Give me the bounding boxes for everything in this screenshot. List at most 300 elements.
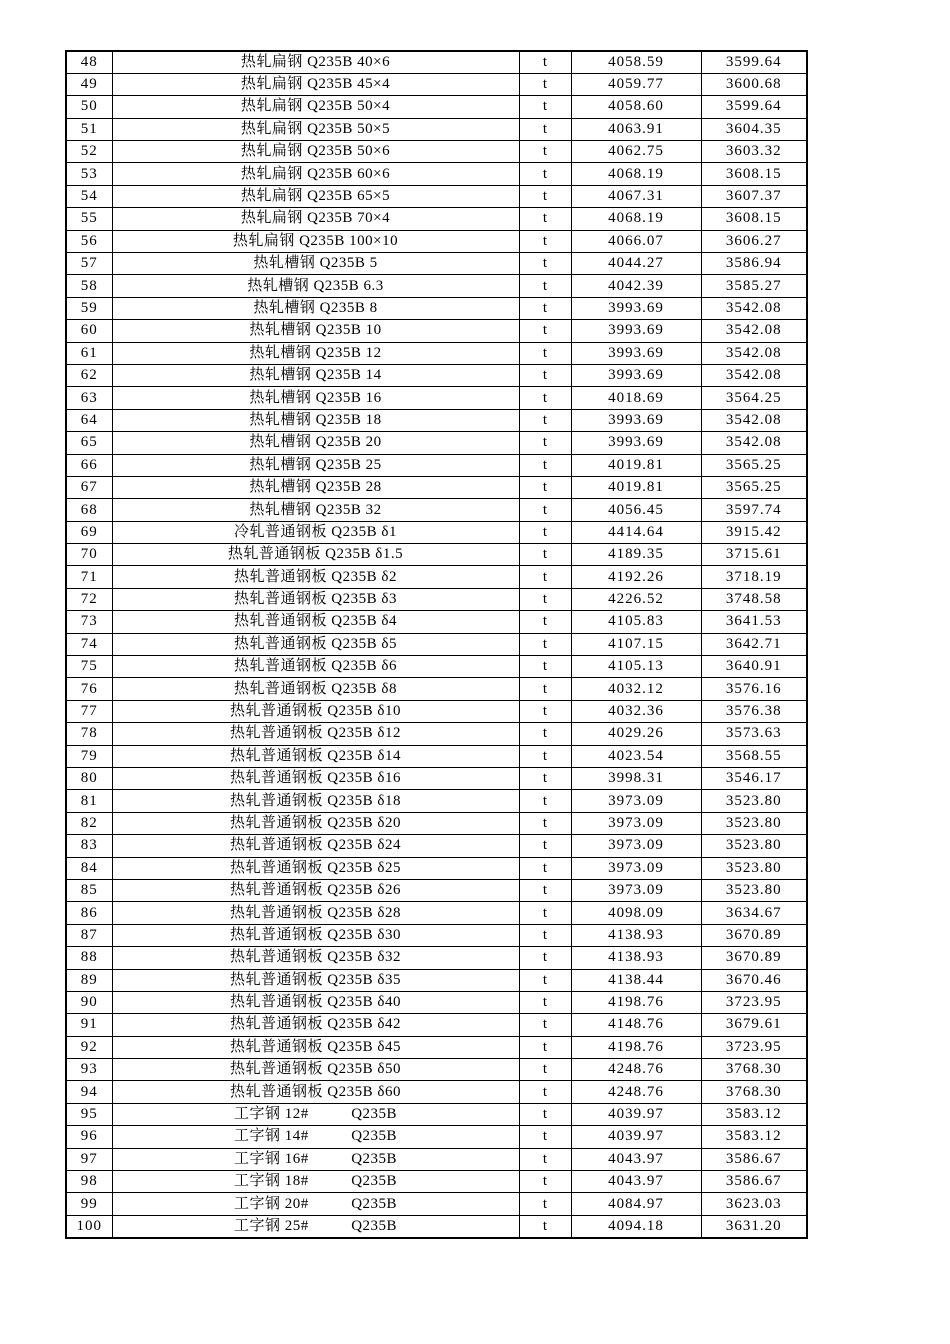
row-number-cell: 64: [66, 409, 112, 431]
unit-cell: t: [519, 1081, 571, 1103]
row-number-cell: 87: [66, 924, 112, 946]
price-excluding-tax-cell: 3641.53: [701, 611, 807, 633]
price-including-tax-cell: 4032.12: [571, 678, 701, 700]
item-name-cell: 热轧槽钢 Q235B 16: [112, 387, 519, 409]
row-number-cell: 71: [66, 566, 112, 588]
price-excluding-tax-cell: 3607.37: [701, 185, 807, 207]
item-name-cell: 热轧普通钢板 Q235B δ26: [112, 879, 519, 901]
row-number-cell: 95: [66, 1103, 112, 1125]
unit-cell: t: [519, 141, 571, 163]
item-name-cell: 热轧扁钢 Q235B 65×5: [112, 185, 519, 207]
unit-cell: t: [519, 790, 571, 812]
price-including-tax-cell: 4098.09: [571, 902, 701, 924]
price-excluding-tax-cell: 3670.46: [701, 969, 807, 991]
price-excluding-tax-cell: 3603.32: [701, 141, 807, 163]
price-including-tax-cell: 3993.69: [571, 320, 701, 342]
row-number-cell: 77: [66, 700, 112, 722]
unit-cell: t: [519, 1103, 571, 1125]
row-number-cell: 76: [66, 678, 112, 700]
item-name-cell: 热轧普通钢板 Q235B δ30: [112, 924, 519, 946]
item-name-cell: 热轧槽钢 Q235B 12: [112, 342, 519, 364]
item-name-cell: 热轧普通钢板 Q235B δ1.5: [112, 544, 519, 566]
row-number-cell: 82: [66, 812, 112, 834]
price-including-tax-cell: 4138.93: [571, 947, 701, 969]
price-including-tax-cell: 4019.81: [571, 454, 701, 476]
table-row: [66, 1171, 807, 1193]
item-name-cell: 热轧槽钢 Q235B 25: [112, 454, 519, 476]
price-including-tax-cell: 4105.13: [571, 656, 701, 678]
price-excluding-tax-cell: 3568.55: [701, 745, 807, 767]
item-name-cell: 工字钢 18# Q235B: [112, 1171, 519, 1193]
price-excluding-tax-cell: 3600.68: [701, 73, 807, 95]
row-number-cell: 92: [66, 1036, 112, 1058]
price-excluding-tax-cell: 3542.08: [701, 409, 807, 431]
item-name-cell: 热轧普通钢板 Q235B δ10: [112, 700, 519, 722]
unit-cell: t: [519, 656, 571, 678]
row-number-cell: 67: [66, 476, 112, 498]
price-excluding-tax-cell: 3718.19: [701, 566, 807, 588]
table-row: [66, 768, 807, 790]
price-excluding-tax-cell: 3523.80: [701, 835, 807, 857]
item-name-cell: 热轧扁钢 Q235B 45×4: [112, 73, 519, 95]
row-number-cell: 50: [66, 96, 112, 118]
table-row: [66, 163, 807, 185]
price-excluding-tax-cell: 3576.38: [701, 700, 807, 722]
price-excluding-tax-cell: 3564.25: [701, 387, 807, 409]
table-row: [66, 790, 807, 812]
unit-cell: t: [519, 297, 571, 319]
unit-cell: t: [519, 253, 571, 275]
price-excluding-tax-cell: 3546.17: [701, 768, 807, 790]
item-name-cell: 热轧普通钢板 Q235B δ3: [112, 588, 519, 610]
table-row: [66, 700, 807, 722]
table-row: [66, 566, 807, 588]
price-excluding-tax-cell: 3608.15: [701, 163, 807, 185]
unit-cell: t: [519, 1171, 571, 1193]
row-number-cell: 70: [66, 544, 112, 566]
item-name-cell: 热轧槽钢 Q235B 28: [112, 476, 519, 498]
price-excluding-tax-cell: 3599.64: [701, 51, 807, 73]
price-including-tax-cell: 4226.52: [571, 588, 701, 610]
row-number-cell: 63: [66, 387, 112, 409]
table-row: [66, 1126, 807, 1148]
row-number-cell: 75: [66, 656, 112, 678]
table-row: [66, 432, 807, 454]
row-number-cell: 88: [66, 947, 112, 969]
price-including-tax-cell: 3998.31: [571, 768, 701, 790]
row-number-cell: 93: [66, 1059, 112, 1081]
item-name-cell: 热轧扁钢 Q235B 60×6: [112, 163, 519, 185]
price-excluding-tax-cell: 3586.67: [701, 1171, 807, 1193]
unit-cell: t: [519, 1014, 571, 1036]
price-excluding-tax-cell: 3670.89: [701, 947, 807, 969]
price-excluding-tax-cell: 3597.74: [701, 499, 807, 521]
price-including-tax-cell: 4107.15: [571, 633, 701, 655]
unit-cell: t: [519, 454, 571, 476]
row-number-cell: 97: [66, 1148, 112, 1170]
item-name-cell: 热轧普通钢板 Q235B δ6: [112, 656, 519, 678]
table-row: [66, 253, 807, 275]
table-row: [66, 1081, 807, 1103]
table-row: [66, 991, 807, 1013]
unit-cell: t: [519, 969, 571, 991]
unit-cell: t: [519, 163, 571, 185]
price-excluding-tax-cell: 3748.58: [701, 588, 807, 610]
price-including-tax-cell: 3973.09: [571, 857, 701, 879]
price-table: [65, 50, 808, 1239]
price-excluding-tax-cell: 3604.35: [701, 118, 807, 140]
unit-cell: t: [519, 387, 571, 409]
item-name-cell: 工字钢 12# Q235B: [112, 1103, 519, 1125]
unit-cell: t: [519, 835, 571, 857]
unit-cell: t: [519, 118, 571, 140]
row-number-cell: 79: [66, 745, 112, 767]
item-name-cell: 热轧普通钢板 Q235B δ60: [112, 1081, 519, 1103]
row-number-cell: 94: [66, 1081, 112, 1103]
unit-cell: t: [519, 1215, 571, 1237]
row-number-cell: 90: [66, 991, 112, 1013]
unit-cell: t: [519, 499, 571, 521]
unit-cell: t: [519, 230, 571, 252]
price-including-tax-cell: 4189.35: [571, 544, 701, 566]
price-including-tax-cell: 4039.97: [571, 1126, 701, 1148]
unit-cell: t: [519, 409, 571, 431]
unit-cell: t: [519, 633, 571, 655]
price-including-tax-cell: 3973.09: [571, 812, 701, 834]
table-row: [66, 118, 807, 140]
table-row: [66, 656, 807, 678]
table-row: [66, 51, 807, 73]
table-row: [66, 342, 807, 364]
item-name-cell: 热轧普通钢板 Q235B δ8: [112, 678, 519, 700]
item-name-cell: 热轧槽钢 Q235B 10: [112, 320, 519, 342]
price-excluding-tax-cell: 3573.63: [701, 723, 807, 745]
price-excluding-tax-cell: 3542.08: [701, 297, 807, 319]
price-excluding-tax-cell: 3576.16: [701, 678, 807, 700]
unit-cell: t: [519, 924, 571, 946]
table-row: [66, 544, 807, 566]
item-name-cell: 冷轧普通钢板 Q235B δ1: [112, 521, 519, 543]
row-number-cell: 96: [66, 1126, 112, 1148]
unit-cell: t: [519, 1036, 571, 1058]
price-including-tax-cell: 4058.59: [571, 51, 701, 73]
unit-cell: t: [519, 611, 571, 633]
unit-cell: t: [519, 991, 571, 1013]
item-name-cell: 热轧扁钢 Q235B 50×6: [112, 141, 519, 163]
table-row: [66, 141, 807, 163]
item-name-cell: 热轧普通钢板 Q235B δ2: [112, 566, 519, 588]
table-row: [66, 947, 807, 969]
row-number-cell: 99: [66, 1193, 112, 1215]
unit-cell: t: [519, 1059, 571, 1081]
table-row: [66, 969, 807, 991]
item-name-cell: 热轧普通钢板 Q235B δ25: [112, 857, 519, 879]
unit-cell: t: [519, 678, 571, 700]
unit-cell: t: [519, 1126, 571, 1148]
row-number-cell: 80: [66, 768, 112, 790]
item-name-cell: 热轧普通钢板 Q235B δ20: [112, 812, 519, 834]
price-including-tax-cell: 4066.07: [571, 230, 701, 252]
price-including-tax-cell: 3973.09: [571, 879, 701, 901]
price-including-tax-cell: 4067.31: [571, 185, 701, 207]
item-name-cell: 热轧槽钢 Q235B 20: [112, 432, 519, 454]
price-excluding-tax-cell: 3715.61: [701, 544, 807, 566]
item-name-cell: 热轧扁钢 Q235B 50×4: [112, 96, 519, 118]
table-row: [66, 409, 807, 431]
row-number-cell: 51: [66, 118, 112, 140]
table-row: [66, 678, 807, 700]
unit-cell: t: [519, 902, 571, 924]
item-name-cell: 热轧普通钢板 Q235B δ14: [112, 745, 519, 767]
table-row: [66, 297, 807, 319]
price-including-tax-cell: 4248.76: [571, 1059, 701, 1081]
price-including-tax-cell: 4043.97: [571, 1171, 701, 1193]
unit-cell: t: [519, 544, 571, 566]
price-including-tax-cell: 4019.81: [571, 476, 701, 498]
table-row: [66, 320, 807, 342]
item-name-cell: 热轧槽钢 Q235B 14: [112, 364, 519, 386]
item-name-cell: 热轧普通钢板 Q235B δ40: [112, 991, 519, 1013]
price-including-tax-cell: 4068.19: [571, 163, 701, 185]
price-including-tax-cell: 4023.54: [571, 745, 701, 767]
row-number-cell: 60: [66, 320, 112, 342]
unit-cell: t: [519, 566, 571, 588]
price-including-tax-cell: 3993.69: [571, 409, 701, 431]
table-row: [66, 364, 807, 386]
table-row: [66, 275, 807, 297]
unit-cell: t: [519, 768, 571, 790]
item-name-cell: 热轧扁钢 Q235B 50×5: [112, 118, 519, 140]
price-including-tax-cell: 4062.75: [571, 141, 701, 163]
price-excluding-tax-cell: 3523.80: [701, 812, 807, 834]
item-name-cell: 工字钢 14# Q235B: [112, 1126, 519, 1148]
row-number-cell: 83: [66, 835, 112, 857]
price-including-tax-cell: 4138.44: [571, 969, 701, 991]
table-row: [66, 387, 807, 409]
item-name-cell: 热轧普通钢板 Q235B δ50: [112, 1059, 519, 1081]
row-number-cell: 91: [66, 1014, 112, 1036]
row-number-cell: 56: [66, 230, 112, 252]
price-excluding-tax-cell: 3723.95: [701, 991, 807, 1013]
table-row: [66, 230, 807, 252]
item-name-cell: 热轧普通钢板 Q235B δ35: [112, 969, 519, 991]
price-including-tax-cell: 4056.45: [571, 499, 701, 521]
price-excluding-tax-cell: 3599.64: [701, 96, 807, 118]
price-including-tax-cell: 4018.69: [571, 387, 701, 409]
table-row: [66, 1193, 807, 1215]
price-excluding-tax-cell: 3542.08: [701, 364, 807, 386]
price-excluding-tax-cell: 3583.12: [701, 1103, 807, 1125]
table-row: [66, 96, 807, 118]
unit-cell: t: [519, 73, 571, 95]
unit-cell: t: [519, 51, 571, 73]
price-including-tax-cell: 4063.91: [571, 118, 701, 140]
price-excluding-tax-cell: 3608.15: [701, 208, 807, 230]
price-excluding-tax-cell: 3565.25: [701, 476, 807, 498]
price-including-tax-cell: 4198.76: [571, 991, 701, 1013]
price-including-tax-cell: 4042.39: [571, 275, 701, 297]
table-row: [66, 835, 807, 857]
price-including-tax-cell: 4148.76: [571, 1014, 701, 1036]
row-number-cell: 49: [66, 73, 112, 95]
row-number-cell: 72: [66, 588, 112, 610]
item-name-cell: 热轧槽钢 Q235B 32: [112, 499, 519, 521]
price-excluding-tax-cell: 3586.94: [701, 253, 807, 275]
table-row: [66, 1215, 807, 1237]
table-row: [66, 1014, 807, 1036]
item-name-cell: 热轧槽钢 Q235B 18: [112, 409, 519, 431]
table-row: [66, 723, 807, 745]
table-row: [66, 1036, 807, 1058]
table-row: [66, 476, 807, 498]
price-including-tax-cell: 4043.97: [571, 1148, 701, 1170]
price-including-tax-cell: 4032.36: [571, 700, 701, 722]
price-excluding-tax-cell: 3642.71: [701, 633, 807, 655]
item-name-cell: 热轧普通钢板 Q235B δ16: [112, 768, 519, 790]
price-including-tax-cell: 4198.76: [571, 1036, 701, 1058]
table-row: [66, 633, 807, 655]
price-including-tax-cell: 4068.19: [571, 208, 701, 230]
item-name-cell: 热轧普通钢板 Q235B δ18: [112, 790, 519, 812]
price-including-tax-cell: 4105.83: [571, 611, 701, 633]
item-name-cell: 热轧普通钢板 Q235B δ28: [112, 902, 519, 924]
price-including-tax-cell: 4044.27: [571, 253, 701, 275]
unit-cell: t: [519, 476, 571, 498]
price-excluding-tax-cell: 3768.30: [701, 1081, 807, 1103]
price-including-tax-cell: 4094.18: [571, 1215, 701, 1237]
price-excluding-tax-cell: 3523.80: [701, 879, 807, 901]
table-row: [66, 454, 807, 476]
price-including-tax-cell: 3993.69: [571, 297, 701, 319]
unit-cell: t: [519, 947, 571, 969]
unit-cell: t: [519, 700, 571, 722]
item-name-cell: 热轧普通钢板 Q235B δ4: [112, 611, 519, 633]
item-name-cell: 热轧普通钢板 Q235B δ42: [112, 1014, 519, 1036]
unit-cell: t: [519, 857, 571, 879]
table-row: [66, 208, 807, 230]
price-excluding-tax-cell: 3768.30: [701, 1059, 807, 1081]
price-table-body: [66, 51, 807, 1238]
price-including-tax-cell: 3993.69: [571, 342, 701, 364]
unit-cell: t: [519, 342, 571, 364]
item-name-cell: 热轧普通钢板 Q235B δ45: [112, 1036, 519, 1058]
price-excluding-tax-cell: 3586.67: [701, 1148, 807, 1170]
row-number-cell: 62: [66, 364, 112, 386]
row-number-cell: 68: [66, 499, 112, 521]
row-number-cell: 65: [66, 432, 112, 454]
row-number-cell: 78: [66, 723, 112, 745]
unit-cell: t: [519, 185, 571, 207]
price-excluding-tax-cell: 3542.08: [701, 432, 807, 454]
price-including-tax-cell: 4414.64: [571, 521, 701, 543]
price-including-tax-cell: 4248.76: [571, 1081, 701, 1103]
item-name-cell: 热轧扁钢 Q235B 40×6: [112, 51, 519, 73]
price-excluding-tax-cell: 3585.27: [701, 275, 807, 297]
unit-cell: t: [519, 96, 571, 118]
table-row: [66, 499, 807, 521]
item-name-cell: 热轧扁钢 Q235B 100×10: [112, 230, 519, 252]
table-row: [66, 73, 807, 95]
row-number-cell: 54: [66, 185, 112, 207]
price-excluding-tax-cell: 3565.25: [701, 454, 807, 476]
price-including-tax-cell: 3993.69: [571, 364, 701, 386]
price-including-tax-cell: 4138.93: [571, 924, 701, 946]
row-number-cell: 86: [66, 902, 112, 924]
unit-cell: t: [519, 745, 571, 767]
item-name-cell: 热轧扁钢 Q235B 70×4: [112, 208, 519, 230]
price-excluding-tax-cell: 3915.42: [701, 521, 807, 543]
price-excluding-tax-cell: 3631.20: [701, 1215, 807, 1237]
item-name-cell: 热轧普通钢板 Q235B δ12: [112, 723, 519, 745]
row-number-cell: 81: [66, 790, 112, 812]
price-excluding-tax-cell: 3542.08: [701, 342, 807, 364]
item-name-cell: 热轧槽钢 Q235B 5: [112, 253, 519, 275]
table-row: [66, 521, 807, 543]
unit-cell: t: [519, 588, 571, 610]
price-excluding-tax-cell: 3623.03: [701, 1193, 807, 1215]
table-row: [66, 611, 807, 633]
row-number-cell: 57: [66, 253, 112, 275]
price-including-tax-cell: 4029.26: [571, 723, 701, 745]
item-name-cell: 工字钢 20# Q235B: [112, 1193, 519, 1215]
unit-cell: t: [519, 1148, 571, 1170]
row-number-cell: 98: [66, 1171, 112, 1193]
unit-cell: t: [519, 879, 571, 901]
unit-cell: t: [519, 723, 571, 745]
price-including-tax-cell: 3993.69: [571, 432, 701, 454]
row-number-cell: 58: [66, 275, 112, 297]
table-row: [66, 902, 807, 924]
row-number-cell: 48: [66, 51, 112, 73]
unit-cell: t: [519, 521, 571, 543]
table-row: [66, 879, 807, 901]
unit-cell: t: [519, 812, 571, 834]
price-excluding-tax-cell: 3634.67: [701, 902, 807, 924]
unit-cell: t: [519, 1193, 571, 1215]
price-including-tax-cell: 4058.60: [571, 96, 701, 118]
unit-cell: t: [519, 432, 571, 454]
row-number-cell: 84: [66, 857, 112, 879]
table-row: [66, 1059, 807, 1081]
row-number-cell: 69: [66, 521, 112, 543]
unit-cell: t: [519, 208, 571, 230]
row-number-cell: 100: [66, 1215, 112, 1237]
table-row: [66, 185, 807, 207]
price-including-tax-cell: 4039.97: [571, 1103, 701, 1125]
item-name-cell: 工字钢 25# Q235B: [112, 1215, 519, 1237]
row-number-cell: 55: [66, 208, 112, 230]
price-excluding-tax-cell: 3523.80: [701, 857, 807, 879]
price-excluding-tax-cell: 3583.12: [701, 1126, 807, 1148]
unit-cell: t: [519, 320, 571, 342]
row-number-cell: 89: [66, 969, 112, 991]
price-excluding-tax-cell: 3670.89: [701, 924, 807, 946]
price-excluding-tax-cell: 3723.95: [701, 1036, 807, 1058]
price-excluding-tax-cell: 3679.61: [701, 1014, 807, 1036]
row-number-cell: 66: [66, 454, 112, 476]
table-row: [66, 812, 807, 834]
table-row: [66, 1103, 807, 1125]
item-name-cell: 热轧普通钢板 Q235B δ5: [112, 633, 519, 655]
table-row: [66, 857, 807, 879]
price-including-tax-cell: 3973.09: [571, 835, 701, 857]
table-row: [66, 1148, 807, 1170]
price-excluding-tax-cell: 3542.08: [701, 320, 807, 342]
table-row: [66, 745, 807, 767]
row-number-cell: 85: [66, 879, 112, 901]
row-number-cell: 52: [66, 141, 112, 163]
row-number-cell: 53: [66, 163, 112, 185]
